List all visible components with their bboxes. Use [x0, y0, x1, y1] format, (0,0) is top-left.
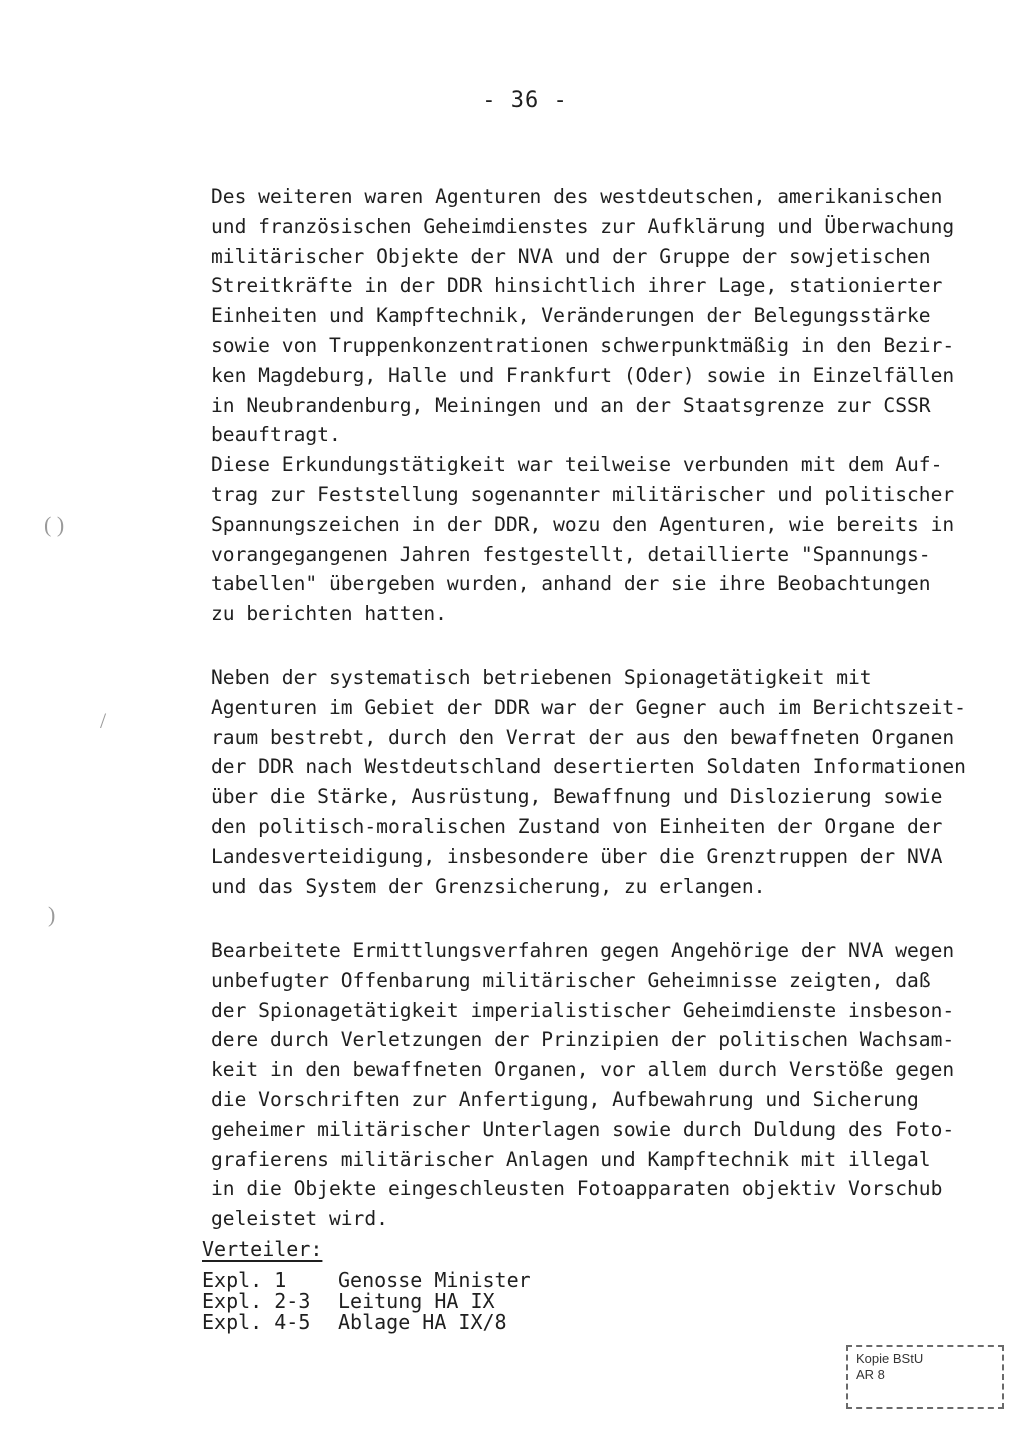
text-line: Spannungszeichen in der DDR, wozu den Agenturen, wie bereits in [211, 512, 955, 536]
text-line: Neben der systematisch betriebenen Spionagetätigkeit mit [211, 666, 872, 689]
recipient: Leitung HA IX [338, 1289, 495, 1313]
text-line: trag zur Feststellung sogenannter militärischer und politischer [211, 482, 955, 506]
text-line: Des weiteren waren Agenturen des westdeutschen, amerikanischen [211, 185, 943, 208]
text-line: raum bestrebt, durch den Verrat der aus den bewaffneten Organen [211, 725, 955, 749]
text-line: in die Objekte eingeschleusten Fotoapparaten objektiv Vorschub [211, 1177, 943, 1201]
archive-stamp [846, 1345, 1004, 1409]
stamp-line-1: Kopie BStU [856, 1351, 924, 1366]
stamp-line-2: AR 8 [856, 1367, 885, 1382]
copy-number: Expl. 2-3 [202, 1289, 311, 1313]
margin-mark: / [100, 708, 107, 733]
text-line: über die Stärke, Ausrüstung, Bewaffnung und Dislozierung sowie [211, 785, 943, 809]
text-line: Bearbeitete Ermittlungsverfahren gegen Angehörige der NVA wegen [211, 939, 955, 962]
text-line: unbefugter Offenbarung militärischer Geheimnisse zeigten, daß [211, 968, 931, 992]
text-line: und französischen Geheimdienstes zur Aufklärung und Überwachung [211, 214, 955, 238]
margin-mark: ( ) [44, 512, 65, 537]
paragraph-3 [211, 936, 954, 1234]
text-line: zu berichten hatten. [211, 602, 447, 626]
text-line: sowie von Truppenkonzentrationen schwerpunktmäßig in den Bezir- [211, 333, 955, 357]
text-line: der DDR nach Westdeutschland desertierten Soldaten Informationen [211, 755, 966, 779]
distribution-list [202, 1239, 531, 1333]
text-line: Agenturen im Gebiet der DDR war der Gegner auch im Berichtszeit- [211, 695, 966, 719]
text-line: vorangegangenen Jahren festgestellt, detaillierte "Spannungs- [211, 542, 931, 566]
copy-number: Expl. 4-5 [202, 1310, 311, 1334]
text-line: tabellen" übergeben wurden, anhand der sie ihre Beobachtungen [211, 572, 931, 596]
text-line: militärischer Objekte der NVA und der Gruppe der sowjetischen [211, 244, 931, 268]
text-line: geheimer militärischer Unterlagen sowie durch Duldung des Foto- [211, 1117, 955, 1141]
text-line: und das System der Grenzsicherung, zu erlangen. [211, 874, 766, 898]
copy-number: Expl. 1 [202, 1268, 287, 1292]
distribution-rows [202, 1270, 531, 1333]
text-line: keit in den bewaffneten Organen, vor allem durch Verstöße gegen [211, 1058, 955, 1082]
recipient: Ablage HA IX/8 [338, 1310, 507, 1334]
text-line: Diese Erkundungstätigkeit war teilweise verbunden mit dem Auf- [211, 453, 943, 477]
text-line: dere durch Verletzungen der Prinzipien der politischen Wachsam- [211, 1028, 955, 1052]
text-line: der Spionagetätigkeit imperialistischer Geheimdienste insbeson- [211, 998, 955, 1022]
paragraph-1 [211, 182, 954, 629]
text-line: in Neubrandenburg, Meiningen und an der Staatsgrenze zur CSSR [211, 393, 931, 417]
distribution-row [202, 1291, 531, 1312]
paragraph-2 [211, 663, 966, 901]
distribution-row [202, 1270, 531, 1291]
text-line: Landesverteidigung, insbesondere über die Grenztruppen der NVA [211, 844, 943, 868]
distribution-row [202, 1312, 531, 1333]
text-line: beauftragt. [211, 423, 341, 447]
text-line: geleistet wird. [211, 1207, 388, 1231]
text-line: grafierens militärischer Anlagen und Kampftechnik mit illegal [211, 1147, 931, 1171]
margin-mark: ) [48, 902, 56, 927]
recipient: Genosse Minister [338, 1268, 531, 1292]
text-line: den politisch-moralischen Zustand von Einheiten der Organe der [211, 814, 943, 838]
text-line: Einheiten und Kampftechnik, Veränderungen der Belegungsstärke [211, 304, 931, 328]
distribution-heading: Verteiler: [202, 1237, 323, 1261]
text-line: ken Magdeburg, Halle und Frankfurt (Oder) sowie in Einzelfällen [211, 363, 955, 387]
page-number: - 36 - [482, 88, 568, 113]
text-line: Streitkräfte in der DDR hinsichtlich ihrer Lage, stationierter [211, 274, 943, 298]
text-line: die Vorschriften zur Anfertigung, Aufbewahrung und Sicherung [211, 1087, 919, 1111]
